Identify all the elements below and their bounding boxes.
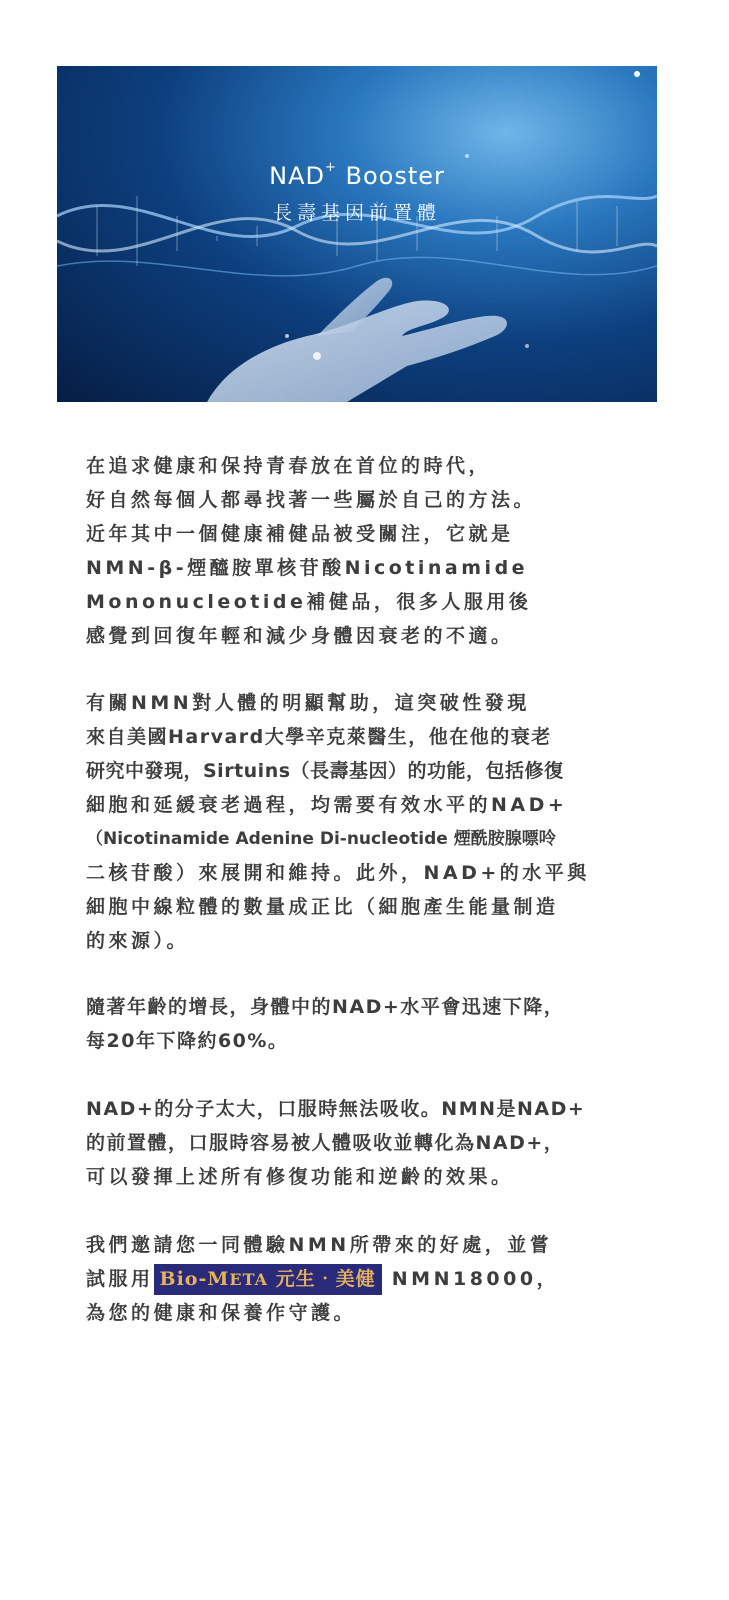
text-line: NMN-β-煙醯胺單核苷酸Nicotinamide xyxy=(86,557,529,579)
text-line: 隨著年齡的增長，身體中的NAD+水平會迅速下降， xyxy=(86,996,565,1018)
paragraph-4 xyxy=(86,1092,630,1194)
text-line: 感覺到回復年輕和減少身體因衰老的不適。 xyxy=(86,625,514,647)
text-line: 為您的健康和保養作守護。 xyxy=(86,1302,357,1324)
dna-hand-illustration xyxy=(57,66,657,402)
text-line: 好自然每個人都尋找著一些屬於自己的方法。 xyxy=(86,489,537,511)
paragraph-1 xyxy=(86,449,630,653)
text-line: 細胞和延緩衰老過程，均需要有效水平的NAD+ xyxy=(86,794,568,816)
hero-title: NAD+ Booster xyxy=(269,160,445,190)
text-line: 研究中發現，Sirtuins（長壽基因）的功能，包括修復 xyxy=(86,760,564,782)
hero-subtitle: 長壽基因前置體 xyxy=(272,202,441,224)
text-line: 來自美國Harvard大學辛克萊醫生，他在他的衰老 xyxy=(86,726,552,748)
text-line: NAD+的分子太大，口服時無法吸收。NMN是NAD+ xyxy=(86,1098,586,1120)
text-line: 試服用 Bio-META 元生‧美健 NMN18000， xyxy=(86,1262,630,1296)
text-line: 我們邀請您一同體驗NMN所帶來的好處，並嘗 xyxy=(86,1234,553,1256)
text-line: 每20年下降約60%。 xyxy=(86,1030,289,1052)
text-line: 的來源）。 xyxy=(86,930,190,952)
text-line: 可以發揮上述所有修復功能和逆齡的效果。 xyxy=(86,1166,514,1188)
text-line: 有關NMN對人體的明顯幫助，這突破性發現 xyxy=(86,692,530,714)
text-line: 在追求健康和保持青春放在首位的時代， xyxy=(86,455,492,477)
text-line: 二核苷酸）來展開和維持。此外，NAD+的水平與 xyxy=(86,862,590,884)
paragraph-3 xyxy=(86,990,630,1058)
paragraph-2 xyxy=(86,686,630,958)
text-line: 的前置體，口服時容易被人體吸收並轉化為NAD+， xyxy=(86,1132,565,1154)
text-line: （Nicotinamide Adenine Di-nucleotide 煙酰胺腺嘌呤 xyxy=(86,829,556,849)
brand-logo: Bio-META 元生‧美健 xyxy=(154,1264,382,1295)
text-line: 近年其中一個健康補健品被受關注，它就是 xyxy=(86,523,514,545)
closing-paragraph xyxy=(86,1228,630,1330)
text-line: Mononucleotide補健品，很多人服用後 xyxy=(86,591,532,613)
hero-banner xyxy=(57,66,657,402)
text-line: 細胞中線粒體的數量成正比（細胞產生能量制造 xyxy=(86,896,559,918)
